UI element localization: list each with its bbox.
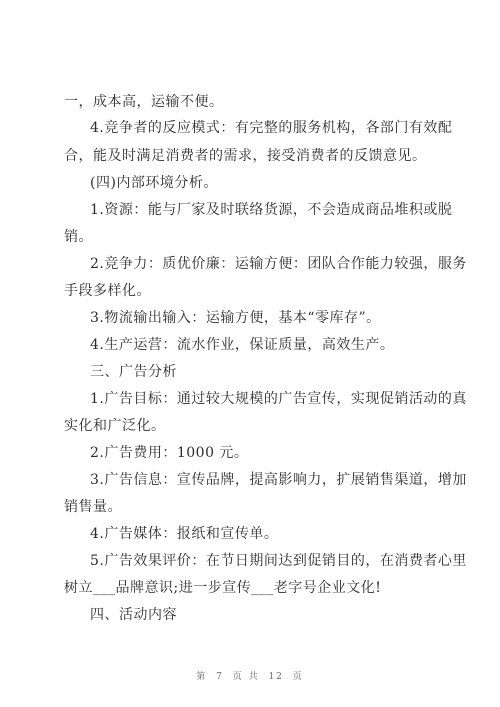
text-line: 销。: [64, 229, 93, 245]
page-footer: [0, 669, 500, 682]
text-line: 2.广告费用：1000 元。: [90, 445, 249, 461]
text-line: 手段多样化。: [64, 283, 151, 299]
current-page-number: 7: [216, 672, 224, 682]
text-line: 3.广告信息：宣传品牌，提高影响力，扩展销售渠道，增加: [90, 472, 467, 488]
text-line: 树立___品牌意识;进一步宣传___老字号企业文化!: [64, 580, 382, 596]
section-heading: 四、活动内容: [90, 607, 177, 623]
section-heading: 三、广告分析: [90, 364, 177, 380]
text-line: 1.资源：能与厂家及时联络货源，不会造成商品堆积或脱: [90, 202, 453, 218]
text-line: 合，能及时满足消费者的需求，接受消费者的反馈意见。: [64, 148, 427, 164]
text-line: 5.广告效果评价：在节日期间达到促销目的，在消费者心里: [90, 553, 467, 569]
text-line: 3.物流输出输入：运输方便，基本“零库存”。: [90, 310, 381, 326]
text-line: 一，成本高，运输不便。: [64, 94, 224, 110]
text-line: 实化和广泛化。: [64, 418, 166, 434]
text-line: 销售量。: [64, 499, 122, 515]
footer-middle: 页 共: [232, 672, 260, 682]
footer-suffix: 页: [292, 672, 304, 682]
total-page-count: 12: [268, 672, 284, 682]
text-line: 4.生产运营：流水作业，保证质量，高效生产。: [90, 337, 395, 353]
text-line: 4.竞争者的反应模式：有完整的服务机构，各部门有效配: [90, 120, 453, 136]
section-heading: (四)内部环境分析。: [90, 175, 218, 191]
text-line: 2.竞争力：质优价廉：运输方便：团队合作能力较强，服务: [90, 256, 467, 272]
footer-prefix: 第: [196, 672, 208, 682]
text-line: 1.广告目标：通过较大规模的广告宣传，实现促销活动的真: [90, 391, 467, 407]
text-line: 4.广告媒体：报纸和宣传单。: [90, 526, 279, 542]
